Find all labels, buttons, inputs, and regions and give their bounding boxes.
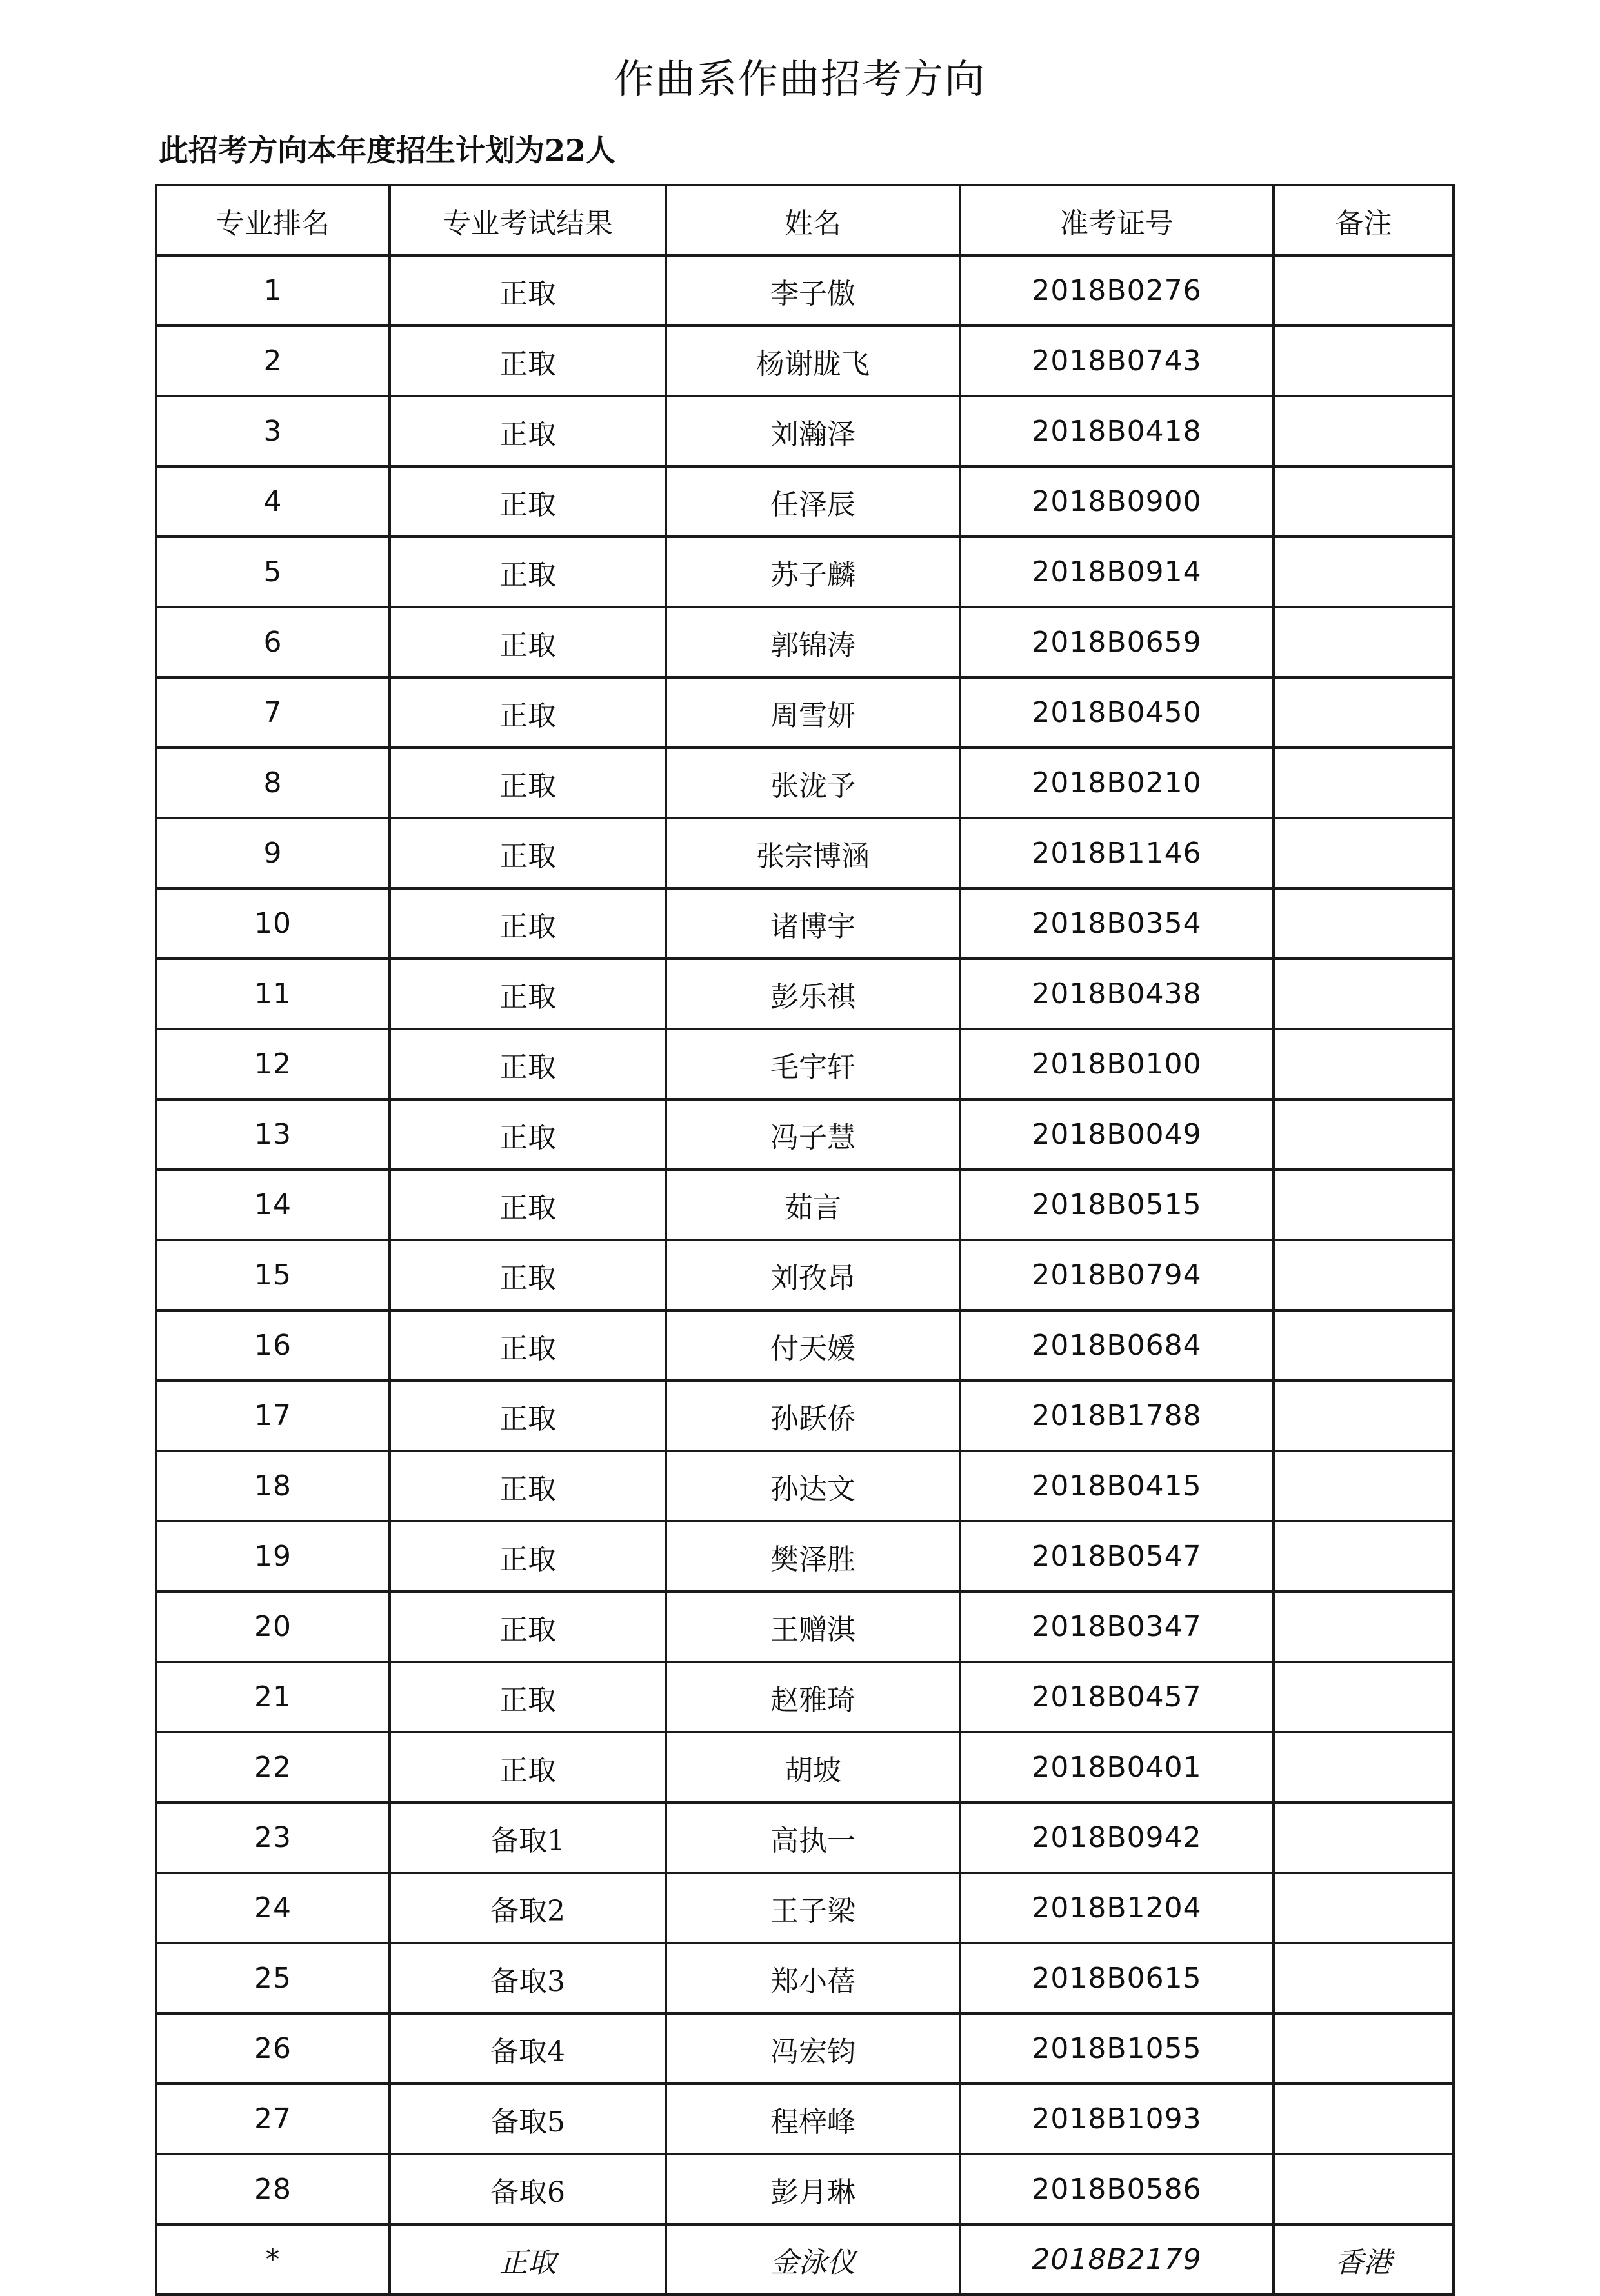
cell-rank: 21 [156,1662,390,1732]
cell-name: 高执一 [666,1802,960,1873]
cell-exam-id: 2018B0547 [960,1521,1274,1592]
cell-rank: 24 [156,1873,390,1943]
cell-note [1274,677,1454,748]
cell-exam-result: 备取2 [390,1873,666,1943]
cell-exam-result: 备取4 [390,2013,666,2084]
cell-note [1274,537,1454,607]
cell-note [1274,1521,1454,1592]
table-row [156,1802,1454,1873]
cell-name: 诸博宇 [666,888,960,959]
cell-note [1274,2013,1454,2084]
cell-exam-id: 2018B1204 [960,1873,1274,1943]
cell-exam-id: 2018B0438 [960,959,1274,1029]
cell-rank: 1 [156,255,390,326]
cell-exam-id: 2018B0401 [960,1732,1274,1802]
cell-exam-id: 2018B0415 [960,1451,1274,1521]
cell-exam-id: 2018B1146 [960,818,1274,888]
cell-exam-id: 2018B0418 [960,396,1274,466]
cell-note [1274,396,1454,466]
cell-rank: 2 [156,326,390,396]
cell-note [1274,466,1454,537]
cell-exam-id: 2018B0276 [960,255,1274,326]
cell-name: 杨谢胧飞 [666,326,960,396]
cell-exam-id: 2018B0900 [960,466,1274,537]
cell-name: 刘瀚泽 [666,396,960,466]
cell-exam-id: 2018B0659 [960,607,1274,677]
cell-exam-result: 正取 [390,959,666,1029]
cell-rank: 3 [156,396,390,466]
cell-exam-id: 2018B1055 [960,2013,1274,2084]
cell-exam-result: 正取 [390,1240,666,1310]
cell-rank: 15 [156,1240,390,1310]
cell-rank: 22 [156,1732,390,1802]
cell-note [1274,1592,1454,1662]
cell-rank: 20 [156,1592,390,1662]
cell-exam-result: 正取 [390,677,666,748]
table-row [156,2154,1454,2224]
cell-rank: 17 [156,1381,390,1451]
cell-exam-result: 正取 [390,1732,666,1802]
table-row [156,1099,1454,1170]
cell-name: 郭锦涛 [666,607,960,677]
table-header-row [156,185,1454,255]
cell-exam-result: 正取 [390,326,666,396]
cell-name: 孙跃侨 [666,1381,960,1451]
cell-name: 刘孜昂 [666,1240,960,1310]
cell-rank: 16 [156,1310,390,1381]
cell-note [1274,818,1454,888]
header-note: 备注 [1274,185,1454,255]
cell-rank: 18 [156,1451,390,1521]
cell-exam-id: 2018B0210 [960,748,1274,818]
admission-results-table [155,184,1455,2296]
cell-name: 樊泽胜 [666,1521,960,1592]
special-table-row [156,2224,1454,2295]
table-row [156,326,1454,396]
table-row [156,2084,1454,2154]
table-row [156,1662,1454,1732]
cell-exam-result: 正取 [390,466,666,537]
cell-note [1274,1943,1454,2013]
table-row [156,1592,1454,1662]
cell-rank: 14 [156,1170,390,1240]
cell-note [1274,2084,1454,2154]
cell-exam-id: 2018B0049 [960,1099,1274,1170]
cell-exam-result: 正取 [390,888,666,959]
cell-exam-id: 2018B0354 [960,888,1274,959]
cell-rank: 12 [156,1029,390,1099]
cell-exam-result: 正取 [390,607,666,677]
header-rank: 专业排名 [156,185,390,255]
cell-name: 彭月琳 [666,2154,960,2224]
table-row [156,1029,1454,1099]
cell-exam-result: 正取 [390,1521,666,1592]
table-row [156,818,1454,888]
cell-name: 赵雅琦 [666,1662,960,1732]
table-row [156,255,1454,326]
cell-exam-id: 2018B0914 [960,537,1274,607]
cell-name: 周雪妍 [666,677,960,748]
cell-note [1274,1732,1454,1802]
cell-exam-result: 正取 [390,1381,666,1451]
cell-rank: 19 [156,1521,390,1592]
cell-exam-result: 备取1 [390,1802,666,1873]
header-exam-id: 准考证号 [960,185,1274,255]
cell-exam-result: 正取 [390,748,666,818]
cell-name: 程梓峰 [666,2084,960,2154]
cell-exam-result: 正取 [390,396,666,466]
cell-rank: 7 [156,677,390,748]
cell-name: 张宗博涵 [666,818,960,888]
cell-name: 付天媛 [666,1310,960,1381]
cell-name: 彭乐祺 [666,959,960,1029]
cell-note [1274,1381,1454,1451]
cell-note [1274,1802,1454,1873]
cell-note [1274,1310,1454,1381]
cell-note [1274,2154,1454,2224]
cell-name: 金泳仪 [666,2224,960,2295]
table-row [156,959,1454,1029]
cell-exam-id: 2018B0586 [960,2154,1274,2224]
cell-exam-id: 2018B0684 [960,1310,1274,1381]
cell-name: 孙达文 [666,1451,960,1521]
cell-rank: 5 [156,537,390,607]
cell-exam-id: 2018B2179 [960,2224,1274,2295]
table-row [156,1451,1454,1521]
cell-exam-id: 2018B0515 [960,1170,1274,1240]
table-row [156,1310,1454,1381]
table-row [156,1732,1454,1802]
header-exam-result: 专业考试结果 [390,185,666,255]
cell-note [1274,326,1454,396]
cell-rank: 8 [156,748,390,818]
cell-name: 毛宇轩 [666,1029,960,1099]
cell-exam-id: 2018B0942 [960,1802,1274,1873]
cell-note [1274,748,1454,818]
cell-name: 冯子慧 [666,1099,960,1170]
cell-rank: 6 [156,607,390,677]
cell-note [1274,1029,1454,1099]
cell-name: 冯宏钧 [666,2013,960,2084]
cell-exam-result: 正取 [390,537,666,607]
cell-exam-id: 2018B1788 [960,1381,1274,1451]
cell-name: 张泷予 [666,748,960,818]
cell-rank: 27 [156,2084,390,2154]
cell-rank: 23 [156,1802,390,1873]
cell-name: 郑小蓓 [666,1943,960,2013]
table-row [156,537,1454,607]
cell-note [1274,255,1454,326]
cell-exam-result: 正取 [390,1662,666,1732]
cell-name: 苏子麟 [666,537,960,607]
cell-exam-result: 正取 [390,818,666,888]
table-row [156,1381,1454,1451]
cell-exam-id: 2018B0347 [960,1592,1274,1662]
table-row [156,1240,1454,1310]
cell-exam-result: 正取 [390,2224,666,2295]
cell-note [1274,607,1454,677]
cell-exam-result: 正取 [390,1310,666,1381]
cell-exam-result: 备取5 [390,2084,666,2154]
table-row [156,1521,1454,1592]
cell-exam-result: 正取 [390,255,666,326]
cell-exam-result: 正取 [390,1029,666,1099]
table-row [156,607,1454,677]
cell-exam-id: 2018B0450 [960,677,1274,748]
cell-exam-id: 2018B0100 [960,1029,1274,1099]
cell-exam-result: 备取6 [390,2154,666,2224]
page-title: 作曲系作曲招考方向 [614,55,986,103]
cell-name: 王赠淇 [666,1592,960,1662]
cell-exam-result: 正取 [390,1451,666,1521]
table-row [156,888,1454,959]
table-row [156,1943,1454,2013]
cell-exam-result: 正取 [390,1099,666,1170]
cell-note [1274,959,1454,1029]
cell-exam-result: 正取 [390,1170,666,1240]
cell-note [1274,1662,1454,1732]
cell-note [1274,1240,1454,1310]
table-row [156,1170,1454,1240]
cell-exam-result: 备取3 [390,1943,666,2013]
table-row [156,396,1454,466]
table-row [156,677,1454,748]
cell-name: 王子梁 [666,1873,960,1943]
cell-rank: * [156,2224,390,2295]
cell-exam-id: 2018B0743 [960,326,1274,396]
cell-rank: 13 [156,1099,390,1170]
cell-name: 茹言 [666,1170,960,1240]
table-row [156,466,1454,537]
table-row [156,2013,1454,2084]
cell-exam-id: 2018B0615 [960,1943,1274,2013]
cell-name: 任泽辰 [666,466,960,537]
cell-rank: 9 [156,818,390,888]
cell-name: 李子傲 [666,255,960,326]
cell-rank: 10 [156,888,390,959]
cell-rank: 11 [156,959,390,1029]
table-row [156,748,1454,818]
enrollment-plan-note: 此招考方向本年度招生计划为22人 [159,133,616,168]
cell-exam-id: 2018B1093 [960,2084,1274,2154]
cell-exam-id: 2018B0457 [960,1662,1274,1732]
cell-rank: 25 [156,1943,390,2013]
cell-name: 胡坡 [666,1732,960,1802]
cell-exam-id: 2018B0794 [960,1240,1274,1310]
cell-note [1274,1451,1454,1521]
cell-note: 香港 [1274,2224,1454,2295]
cell-note [1274,888,1454,959]
table-body [156,255,1454,2295]
cell-note [1274,1099,1454,1170]
cell-rank: 28 [156,2154,390,2224]
cell-exam-result: 正取 [390,1592,666,1662]
cell-rank: 26 [156,2013,390,2084]
header-name: 姓名 [666,185,960,255]
table-row [156,1873,1454,1943]
cell-rank: 4 [156,466,390,537]
cell-note [1274,1873,1454,1943]
cell-note [1274,1170,1454,1240]
